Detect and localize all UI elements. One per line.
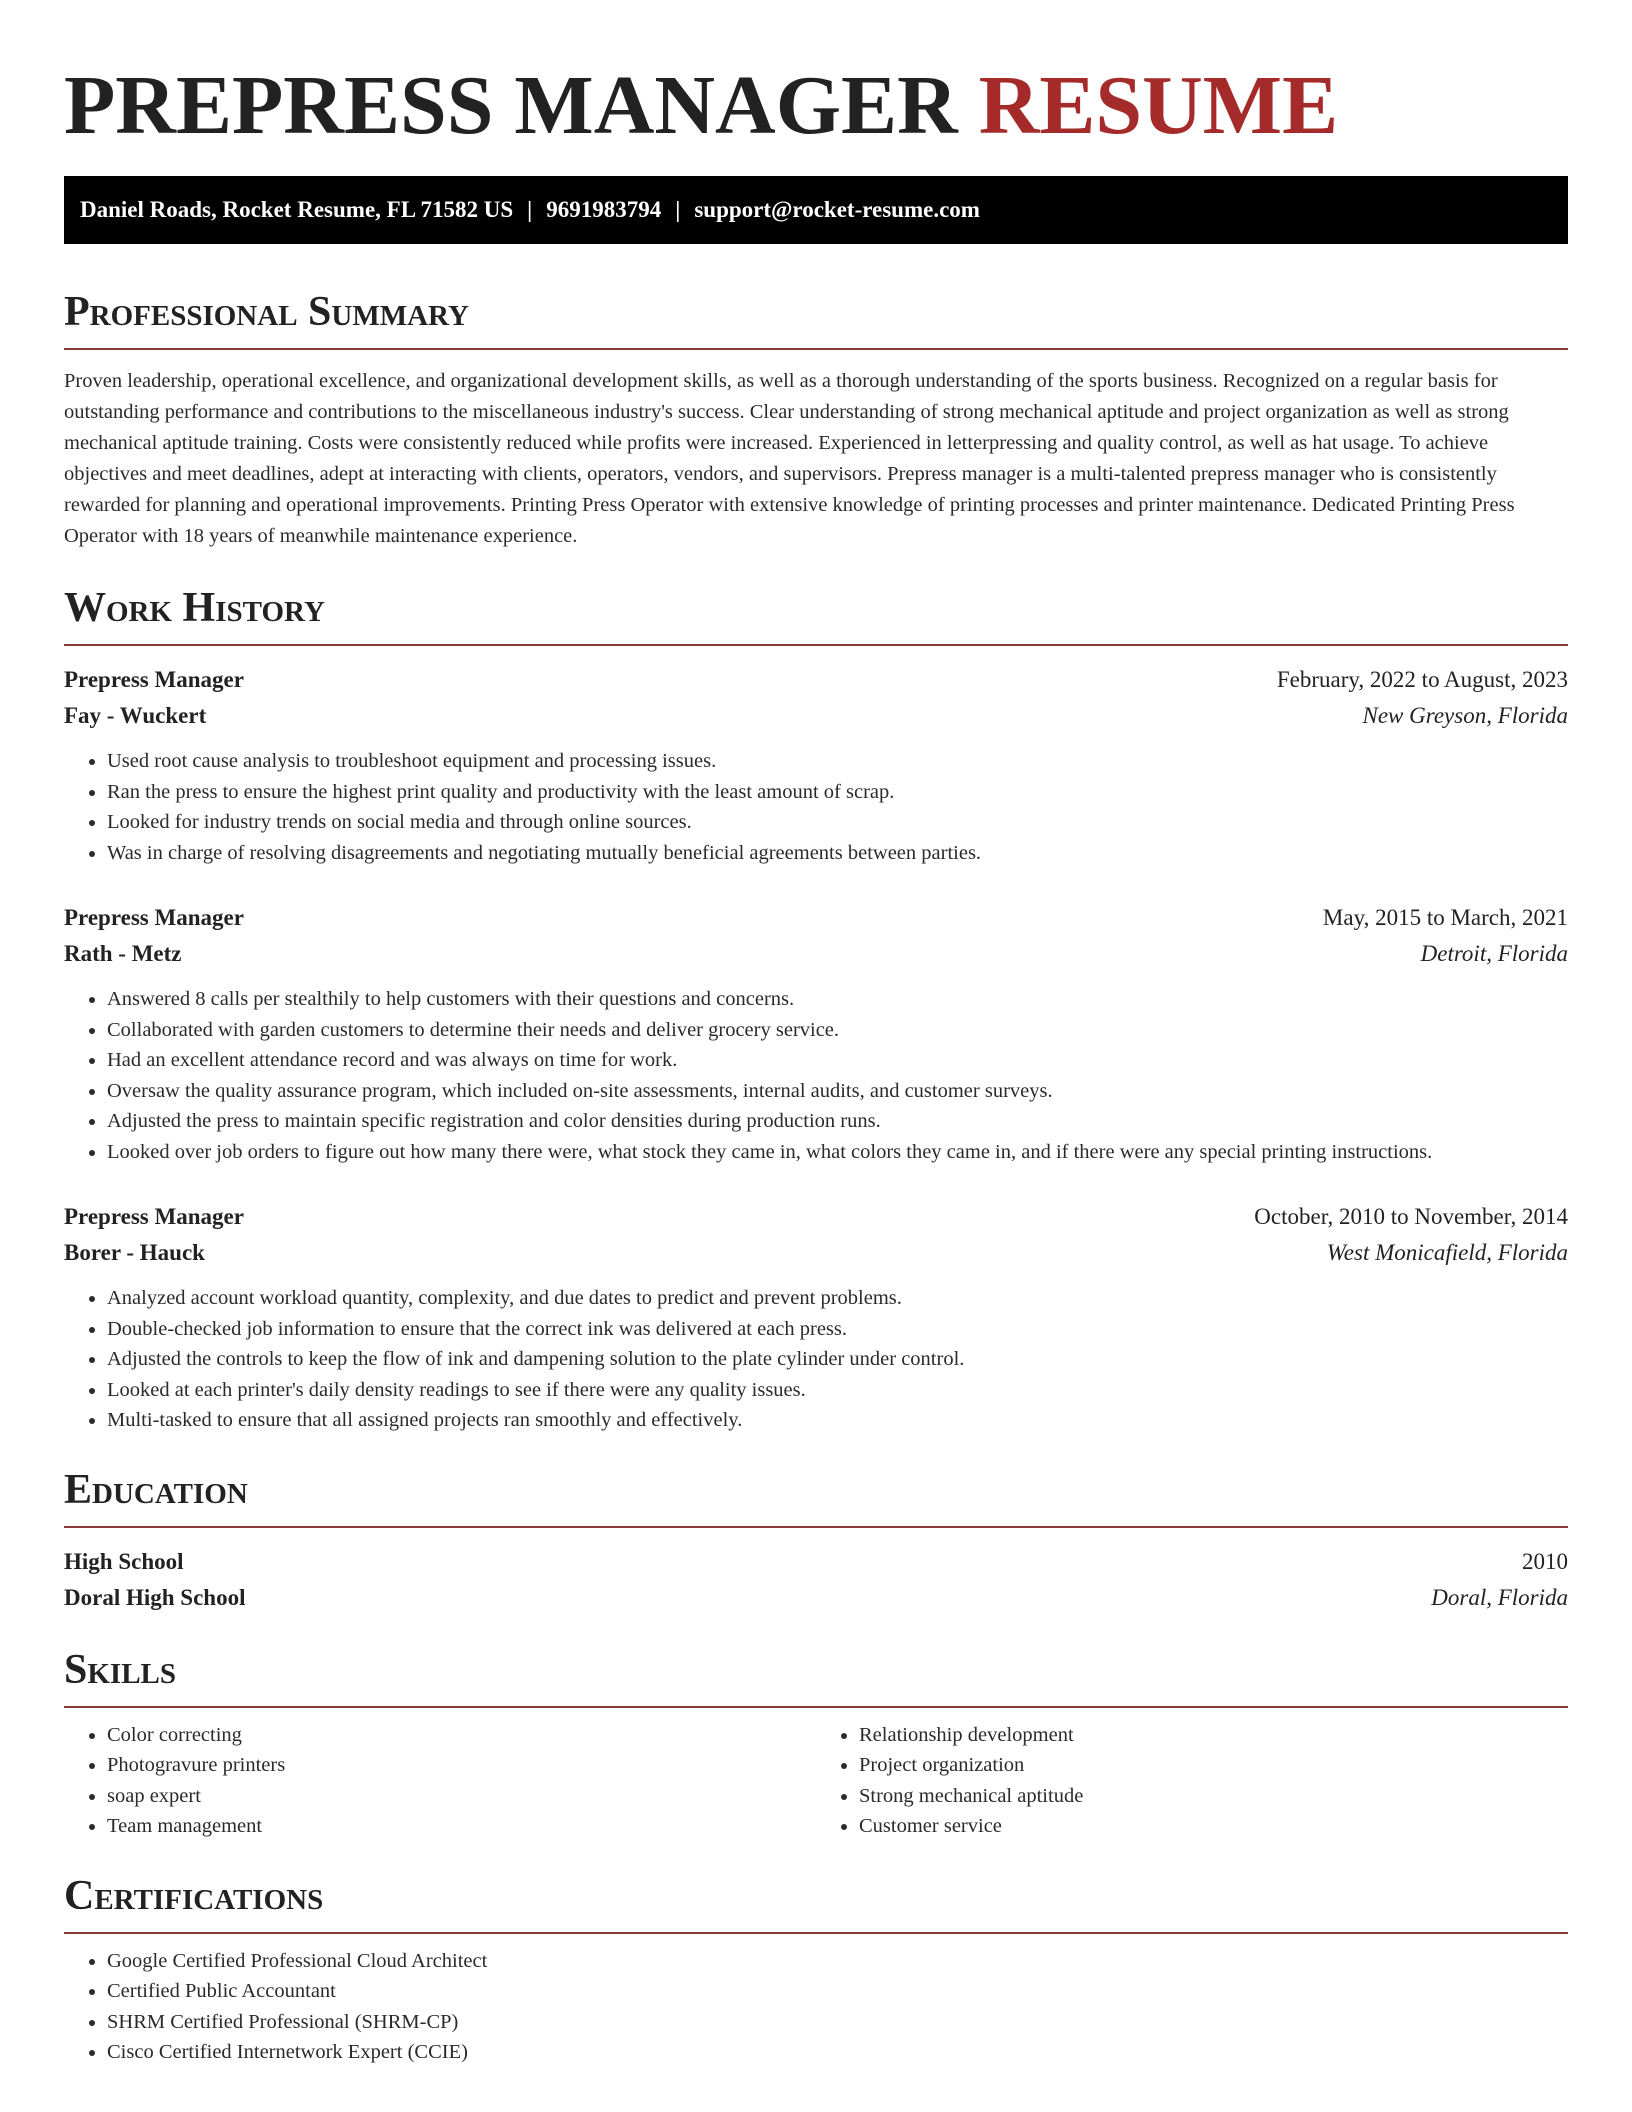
job-entry [64,900,1568,1167]
contact-phone: 9691983794 [546,197,662,222]
list-item: • Analyzed account workload quantity, complexity, and due dates to predict and prevent problems. [107,1283,1568,1314]
list-item: • Color correcting [107,1720,816,1751]
list-item: • Looked at each printer's daily density readings to see if there were any quality issues. [107,1375,1568,1406]
job-company-row [64,1235,1568,1271]
job-company: Borer - Hauck [64,1240,205,1265]
job-company-row [64,698,1568,734]
job-entry [64,1199,1568,1436]
job-title: Prepress Manager [64,1204,244,1229]
contact-email: support@rocket-resume.com [694,197,980,222]
list-item: • Adjusted the controls to keep the flow of ink and dampening solution to the plate cylinder under control. [107,1344,1568,1375]
list-item: • Photogravure printers [107,1750,816,1781]
job-location: West Monicafield, Florida [1326,1240,1568,1265]
list-item: • Double-checked job information to ensure that the correct ink was delivered at each press. [107,1314,1568,1345]
list-item: • Had an excellent attendance record and was always on time for work. [107,1045,1568,1076]
education-school: Doral High School [64,1584,246,1610]
job-company: Rath - Metz [64,941,182,966]
certifications-list [64,1946,1568,2068]
job-company: Fay - Wuckert [64,703,207,728]
education-section [64,1464,1568,1616]
list-item: • Answered 8 calls per stealthily to help customers with their questions and concerns. [107,984,1568,1015]
job-header-row [64,1199,1568,1235]
education-year: 2010 [1522,1548,1568,1574]
skills-section [64,1644,1568,1842]
list-item: • Was in charge of resolving disagreements and negotiating mutually beneficial agreements between parties. [107,838,1568,869]
education-location: Doral, Florida [1431,1584,1568,1610]
contact-address: Daniel Roads, Rocket Resume, FL 71582 US [80,197,514,222]
summary-section [64,286,1568,552]
certifications-section [64,1870,1568,2068]
list-item: • SHRM Certified Professional (SHRM-CP) [107,2007,1568,2038]
job-bullets [64,1283,1568,1436]
job-dates: May, 2015 to March, 2021 [1322,905,1568,930]
education-heading: Education [64,1464,1568,1528]
work-history-section [64,582,1568,1436]
education-header-row [64,1544,1568,1580]
job-title: Prepress Manager [64,905,244,930]
job-entry [64,662,1568,868]
list-item: • Project organization [859,1750,1568,1781]
list-item: • Used root cause analysis to troubleshoot equipment and processing issues. [107,746,1568,777]
skills-list-right [816,1720,1568,1842]
title-main: PREPRESS MANAGER [64,59,958,152]
summary-heading: Professional Summary [64,286,1568,350]
list-item: • Ran the press to ensure the highest print quality and productivity with the least amount of scrap. [107,777,1568,808]
job-location: New Greyson, Florida [1362,703,1568,728]
job-header-row [64,900,1568,936]
list-item: • Team management [107,1811,816,1842]
contact-separator: | [527,197,533,222]
list-item: • Multi-tasked to ensure that all assigned projects ran smoothly and effectively. [107,1405,1568,1436]
list-item: • Relationship development [859,1720,1568,1751]
list-item: • soap expert [107,1781,816,1812]
list-item: • Google Certified Professional Cloud Architect [107,1946,1568,1977]
list-item: • Looked over job orders to figure out how many there were, what stock they came in, what colors they came in, and if there were any special printing instructions. [107,1137,1568,1168]
job-bullets [64,746,1568,868]
list-item: • Certified Public Accountant [107,1976,1568,2007]
job-company-row [64,936,1568,972]
list-item: • Looked for industry trends on social media and through online sources. [107,807,1568,838]
resume-title [64,56,1568,156]
skills-columns [64,1708,1568,1842]
list-item: • Customer service [859,1811,1568,1842]
contact-bar [64,176,1568,244]
certifications-heading: Certifications [64,1870,1568,1934]
list-item: • Oversaw the quality assurance program, which included on-site assessments, internal audits, and customer surveys. [107,1076,1568,1107]
job-bullets [64,984,1568,1167]
resume-page [64,0,1568,2068]
job-title: Prepress Manager [64,667,244,692]
education-school-row [64,1580,1568,1616]
skills-heading: Skills [64,1644,1568,1708]
list-item: • Cisco Certified Internetwork Expert (CCIE) [107,2037,1568,2068]
job-dates: February, 2022 to August, 2023 [1276,667,1568,692]
list-item: • Collaborated with garden customers to determine their needs and deliver grocery service. [107,1015,1568,1046]
job-dates: October, 2010 to November, 2014 [1254,1204,1568,1229]
list-item: • Adjusted the press to maintain specific registration and color densities during production runs. [107,1106,1568,1137]
education-degree: High School [64,1548,184,1574]
work-history-heading: Work History [64,582,1568,646]
list-item: • Strong mechanical aptitude [859,1781,1568,1812]
title-accent: RESUME [978,59,1339,152]
summary-text: Proven leadership, operational excellence, and organizational development skills, as well as a thorough understanding of the sports business. Recognized on a regular basis for outstanding performance and contributions to the miscellaneous industry's success. Clear understanding of strong mechanical aptitude and project organization as well as strong mechanical aptitude training. Costs were consistently reduced while profits were increased. Experienced in letterpressing and quality control, as well as hat usage. To achieve objectives and meet deadlines, adept at interacting with clients, operators, vendors, and supervisors. Prepress manager is a multi-talented prepress manager who is consistently rewarded for planning and operational improvements. Printing Press Operator with extensive knowledge of printing processes and printer maintenance. Dedicated Printing Press Operator with 18 years of meanwhile maintenance experience. [64,370,1515,547]
job-location: Detroit, Florida [1420,941,1568,966]
job-header-row [64,662,1568,698]
contact-separator: | [675,197,681,222]
skills-list-left [64,1720,816,1842]
education-entry [64,1544,1568,1616]
